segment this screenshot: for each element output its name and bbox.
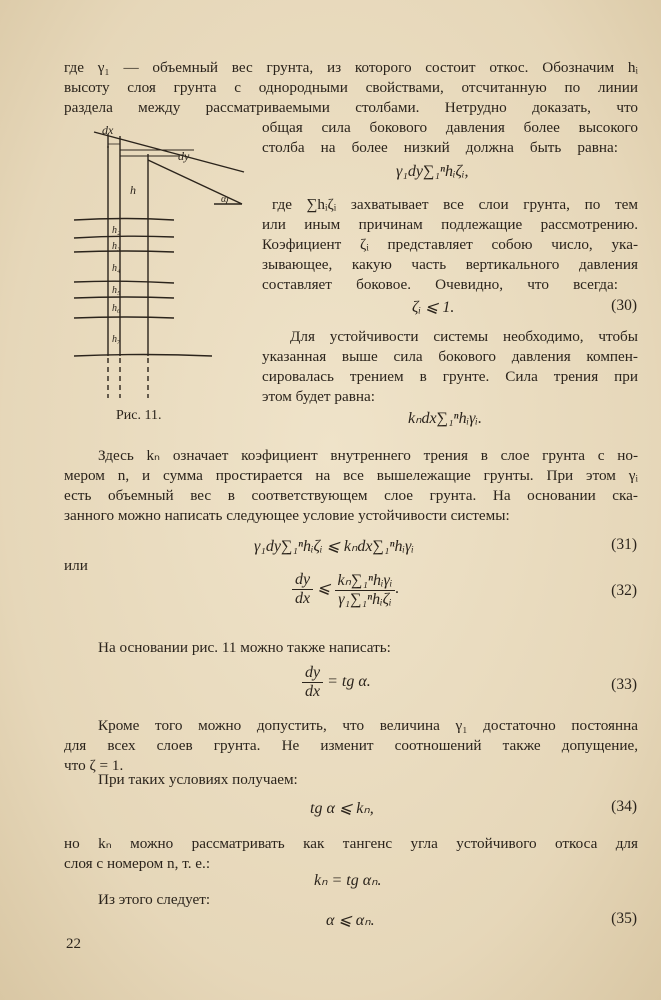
para1-line5: столба на более низкий должна быть равна: [262,139,618,156]
eq32-relation: ⩽ [317,580,331,598]
eq33-lhs-den: dx [305,683,321,700]
para2-line3: Коэфициент ζᵢ представляет собою число, ука- [262,236,638,253]
label-alpha: α [221,194,227,205]
eq33-lhs-num: dy [302,664,323,683]
para4-line3: есть объемный вес в соответствующем слое грунта. На основании ска- [64,487,638,504]
para2-line5: составляет боковое. Очевидно, что всегда: [262,276,618,293]
formula-lateral-force: γ₁dy∑₁ⁿhᵢζᵢ, [396,163,469,180]
layer-line-4 [74,281,174,283]
label-h2: h₂ [112,225,121,236]
eq33-lhs-fraction [302,664,323,701]
eq32-tail: . [395,580,400,598]
label-h5: h₅ [112,285,121,296]
para9: Из этого следует: [98,891,211,908]
eq32-rhs-num: kₙ∑₁ⁿhᵢγᵢ [335,570,396,591]
eq33-number: (33) [611,676,637,693]
eq34-number: (34) [611,798,637,815]
para2-line2: или иным причинам подлежащие рассмотрению. [262,216,638,233]
eq32-formula [292,570,399,609]
para6-line1: Кроме того можно допустить, что величина γ₁ достаточно постоянна [98,717,638,734]
layer-line-5 [74,297,174,298]
para7: При таких условиях получаем: [98,771,298,788]
para1-line3: раздела между рассматриваемыми столбами. Нетрудно доказать, что [64,99,638,116]
para1-line4: общая сила бокового давления более высокого [262,119,638,136]
eq32-rhs-fraction [335,570,396,609]
figure-11-diagram [64,120,259,402]
para2-line1: где ∑hᵢζᵢ захватывает все слои грунта, по тем [272,196,638,213]
eq33-rhs: = tg α. [327,673,371,691]
para4-line1: Здесь kₙ означает коэфициент внутреннего трения в слое грунта с но- [98,447,638,464]
slope-top-line [94,132,244,172]
layer-line-7 [74,355,212,357]
para8-line1: но kₙ можно рассматривать как тангенс угла устойчивого откоса для [64,835,638,852]
para3-line2: указанная выше сила бокового давления компен- [262,348,638,365]
layer-line-3 [74,251,174,252]
figure-11-caption: Рис. 11. [116,408,162,423]
eq31-number: (31) [611,536,637,553]
eq32-lhs-num: dy [292,571,313,590]
para4-line2: мером n, и сумма простирается на все вышележащие грунты. При этом γᵢ [64,467,638,484]
para3-line1: Для устойчивости системы необходимо, чтобы [290,328,638,345]
eq30-number: (30) [611,297,637,314]
para1-line1: где γ₁ — объемный вес грунта, из которого состоит откос. Обозначим hᵢ [64,59,638,76]
layer-line-2 [74,236,174,238]
para5: На основании рис. 11 можно также написать: [98,639,391,656]
eq32-rhs-den: γ₁∑₁ⁿhᵢζᵢ [338,591,392,608]
eq30-formula: ζᵢ ⩽ 1. [412,299,455,316]
label-h6: h₆ [112,303,121,314]
eq33-formula [302,664,371,701]
page-number: 22 [66,936,81,952]
para4-line4: занного можно написать следующее условие устойчивости системы: [64,507,510,524]
para1-line2: высоту слоя грунта с однородными свойствами, отсчитанную по линии [64,79,638,96]
eq32-lhs-den: dx [295,590,311,607]
label-h7: h₇ [112,334,121,345]
para3-line4: этом будет равна: [262,388,375,405]
formula-kn: kₙ = tg αₙ. [314,872,382,889]
para6-line3: что ζ = 1. [64,757,124,774]
eq32-number: (32) [611,582,637,599]
layer-line-1 [74,219,174,221]
label-dx: dx [102,123,114,137]
eq35-number: (35) [611,910,637,927]
eq31-formula: γ₁dy∑₁ⁿhᵢζᵢ ⩽ kₙdx∑₁ⁿhᵢγᵢ [254,538,414,555]
label-h3: h₃ [112,241,121,252]
label-h4: h₄ [112,263,121,274]
formula-friction: kₙdx∑₁ⁿhᵢγᵢ. [408,410,482,427]
para8-line2: слоя с номером n, т. е.: [64,855,211,872]
angle-arc [226,197,228,204]
para2-line4: зывающее, какую часть вертикального давления [262,256,638,273]
eq32-lhs-fraction [292,571,313,608]
para6-line2: для всех слоев грунта. Не изменит соотношений также допущение, [64,737,638,754]
layer-line-6 [74,317,174,318]
eq35-formula: α ⩽ αₙ. [326,912,375,929]
word-or: или [64,557,88,574]
label-h: h [130,183,136,197]
eq34-formula: tg α ⩽ kₙ, [310,800,374,817]
para3-line3: сировалась трением в грунте. Сила трения при [262,368,638,385]
label-dy: dy [178,149,190,163]
